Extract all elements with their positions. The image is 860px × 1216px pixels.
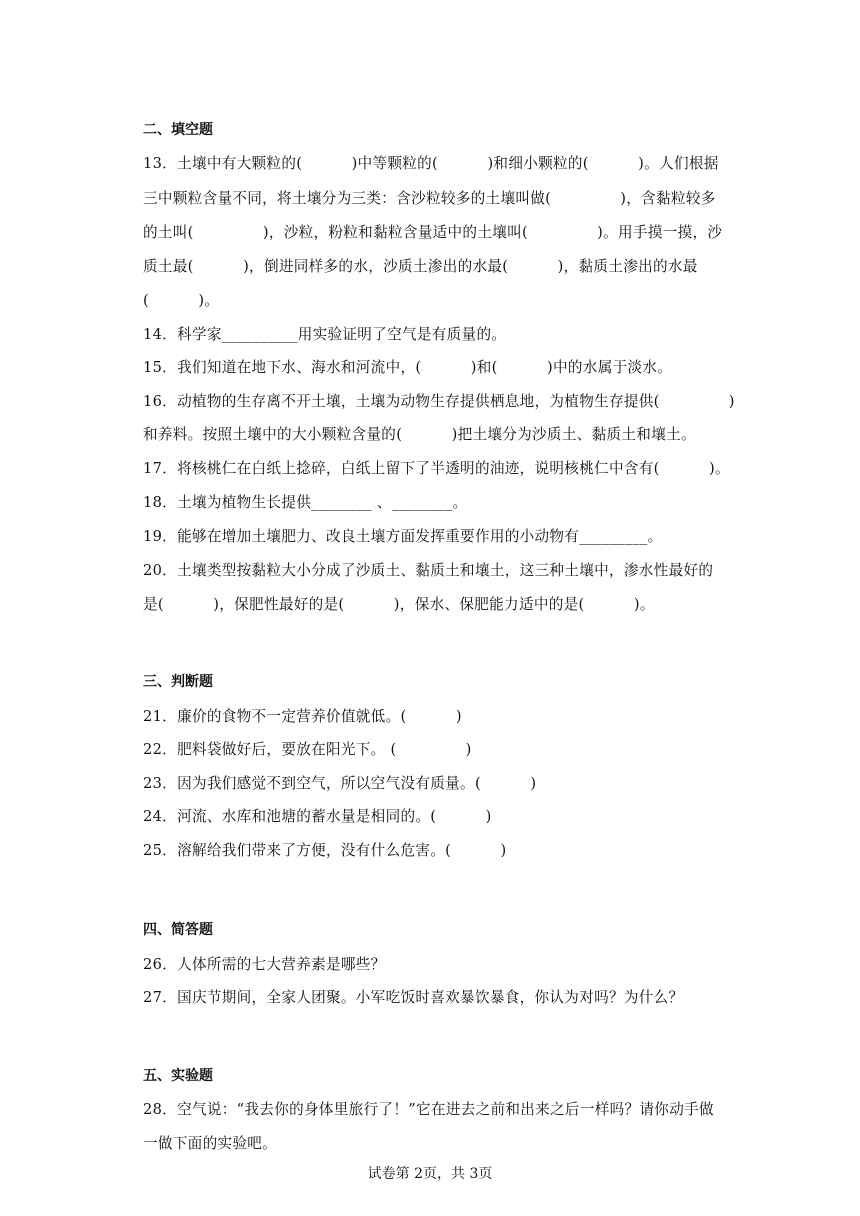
- question-line: 22．肥料袋做好后，要放在阳光下。 ( ): [143, 741, 472, 758]
- question-line: ( )。: [143, 292, 220, 309]
- question-line: 的土叫( )，沙粒，粉粒和黏粒含量适中的土壤叫( )。用手摸一摸，沙: [143, 224, 723, 241]
- page-footer: 试卷第 2页，共 3页: [367, 1166, 493, 1182]
- question-line: 28．空气说：“我去你的身体里旅行了！”它在进去之前和出来之后一样吗？请你动手做: [143, 1101, 714, 1118]
- section-heading-experiment: 五、实验题: [143, 1068, 213, 1084]
- question-line: 23．因为我们感觉不到空气，所以空气没有质量。( ): [143, 775, 537, 792]
- question-line: 16．动植物的生存离不开土壤，土壤为动物生存提供栖息地，为植物生存提供( ): [143, 393, 735, 410]
- question-line: 是( )，保肥性最好的是( )，保水、保肥能力适中的是( )。: [143, 596, 655, 613]
- question-line: 15．我们知道在地下水、海水和河流中，( )和( )中的水属于淡水。: [143, 359, 673, 376]
- question-line: 一做下面的实验吧。: [143, 1135, 278, 1152]
- question-line: 20．土壤类型按黏粒大小分成了沙质土、黏质土和壤土，这三种土壤中，渗水性最好的: [143, 562, 714, 579]
- question-line: 14．科学家__________用实验证明了空气是有质量的。: [143, 326, 507, 343]
- question-line: 26．人体所需的七大营养素是哪些？: [143, 956, 386, 973]
- question-line: 24．河流、水库和池塘的蓄水量是相同的。( ): [143, 808, 492, 825]
- question-line: 21．廉价的食物不一定营养价值就低。( ): [143, 708, 462, 725]
- question-line: 和养料。按照土壤中的大小颗粒含量的( )把土壤分为沙质土、黏质土和壤土。: [143, 426, 696, 443]
- question-line: 13．土壤中有大颗粒的( )中等颗粒的( )和细小颗粒的( )。人们根据: [143, 155, 719, 172]
- section-heading-fill-blank: 二、填空题: [143, 122, 213, 138]
- section-heading-judge: 三、判断题: [143, 674, 213, 690]
- question-line: 17．将核桃仁在白纸上捻碎，白纸上留下了半透明的油迹，说明核桃仁中含有( )。: [143, 460, 730, 477]
- question-line: 质土最( )，倒进同样多的水，沙质土渗出的水最( )，黏质土渗出的水最: [143, 258, 698, 275]
- question-line: 19．能够在增加土壤肥力、改良土壤方面发挥重要作用的小动物有_________。: [143, 528, 663, 545]
- section-heading-short-answer: 四、简答题: [143, 922, 213, 938]
- question-line: 27．国庆节期间，全家人团聚。小军吃饭时喜欢暴饮暴食，你认为对吗？为什么？: [143, 989, 684, 1006]
- question-line: 18．土壤为植物生长提供________ 、________。: [143, 494, 468, 511]
- question-line: 25．溶解给我们带来了方便，没有什么危害。( ): [143, 842, 507, 859]
- question-line: 三中颗粒含量不同，将土壤分为三类：含沙粒较多的土壤叫做( )，含黏粒较多: [143, 190, 716, 207]
